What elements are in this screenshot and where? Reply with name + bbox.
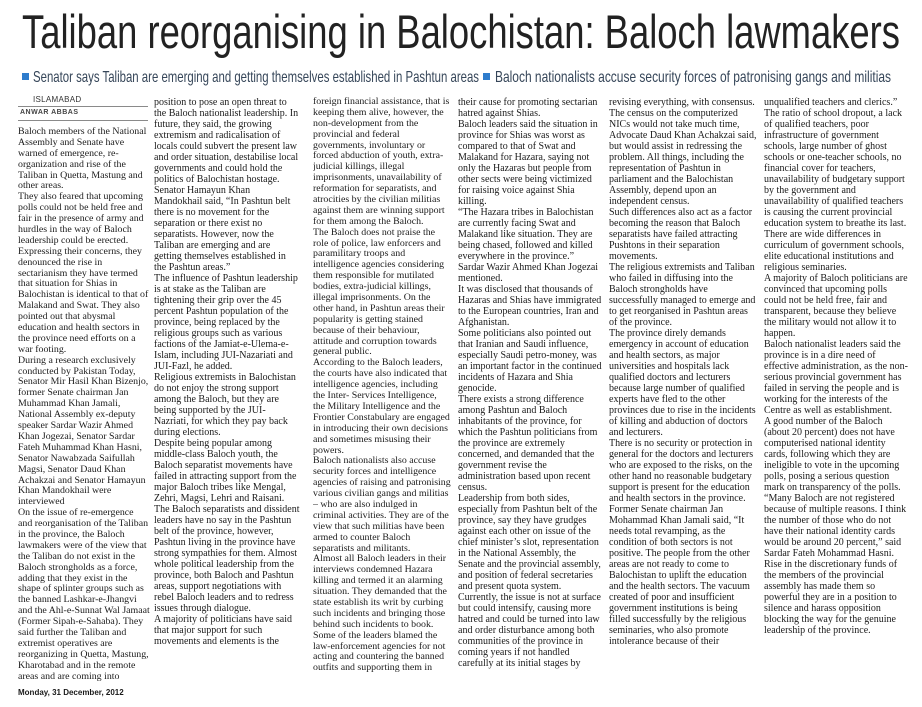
article-paragraph: Such differences also act as a factor becoming the reason that Baloch separatists have failed attracting Pushtons in their separation movements. xyxy=(609,207,753,262)
article-paragraph: The census on the computerized NICs would not take much time, Advocate Daud Khan Achakzai said, but would assist in redressing the problem. All things, including the representation of Pashtun in parliament and the Balochistan Assembly, depend upon an independent census. xyxy=(609,108,757,207)
article-column-1 xyxy=(18,127,150,682)
article-paragraph: foreign financial assistance, that is keeping them alive, however, the non-development from the provincial and federal governments, involuntary or forced abduction of youth, extra-judicial killings, illegal imprisonments, unavailability of reformation for separatists, and atrocities by the civilian militias against them are winning support for them among the Baloch. xyxy=(313,97,450,227)
article-paragraph: Former Senate chairman Jan Mohammad Khan Jamali said, “It needs total revamping, as the condition of both sectors is not positive. The people from the other areas are not ready to come to Balochistan to uplift the education and the health sectors. The vacuum created of poor and insufficient government institutions is being filled successfully by the religious seminaries, who also promote intolerance because of their xyxy=(609,504,750,647)
dateline: ISLAMABAD xyxy=(33,95,82,104)
square-bullet-icon xyxy=(22,73,29,80)
article-paragraph: Rise in the discretionary funds of the members of the provincial assembly has made them so powerful they are in a position to silence and harass opposition blocking the way for the genuine leadership of the province. xyxy=(764,559,898,636)
article-column-3 xyxy=(313,97,451,682)
subhead-2: Baloch nationalists accuse security forces of patronising gangs and militias xyxy=(495,69,891,86)
article-column-2 xyxy=(154,97,300,682)
article-paragraph: “The Hazara tribes in Balochistan are currently facing Swat and Malakand like situation. They are being chased, followed and killed everywhere in the province.” xyxy=(458,207,594,262)
article-paragraph: On the issue of re-emergence and reorganisation of the Taliban in the province, the Baloch lawmakers were of the view that the Taliban do not exist in the Baloch strongholds as a force, adding that they exist in the shape of splinter groups such as the banned Lashkar-e-Jhangvi and the Ahl-e-Sunnat Wal Jamaat (Former Sipah-e-Sahaba). They said further the Taliban and extremist operatives are reorganizing in Quetta, Mastung, Kharotabad and in the remote areas and are coming into xyxy=(18,507,150,682)
article-column-4 xyxy=(458,97,602,682)
article-paragraph: Almost all Baloch leaders in their interviews condemned Hazara killing and termed it an alarming situation. They demanded that the state establish its writ by curbing such incidents and bringing those behind such incidents to book. Some of the leaders blamed the law-enforcement agencies for not acting and countering the banned outfits and supporting them in xyxy=(313,553,447,674)
article-paragraph: It was disclosed that thousands of Hazaras and Shias have immigrated to the European countries, Iran and Afghanistan. xyxy=(458,284,602,328)
article-paragraph: There exists a strong difference among Pashtun and Baloch inhabitants of the province, for which the Pashtun politicians from the province are extremely concerned, and demanded that the government revise the administration based upon recent census. xyxy=(458,394,598,493)
article-paragraph: Baloch nationalists also accuse security forces and intelligence agencies of raising and patronising various civilian gangs and militias – who are also indulged in criminal activities. They are of the view that such militias have been armed to counter Baloch separatists and militants. xyxy=(313,455,451,554)
article-paragraph: Baloch nationalist leaders said the province is in a dire need of effective administration, as the non-serious provincial government has failed in serving the people and is working for the interests of the Centre as well as establishment. xyxy=(764,339,908,416)
article-paragraph: Sardar Wazir Ahmed Khan Jogezai mentioned. xyxy=(458,262,599,284)
headline xyxy=(20,4,904,60)
page-date: Monday, 31 December, 2012 xyxy=(18,688,124,697)
article-paragraph: The religious extremists and Taliban who failed in diffusing into the Baloch strongholds have successfully managed to emerge and to get reorganised in Pashtun areas of the province. xyxy=(609,262,756,328)
article-paragraph: their cause for promoting sectarian hatred against Shias. xyxy=(458,97,598,119)
article-paragraph: The Baloch does not praise the role of police, law enforcers and paramilitary troops and intelligence agencies considering them responsible for mutilated bodies, extra-judicial killings, illegal imprisonments. On the other hand, in Pashtun areas their popularity is getting stained because of their behaviour, attitude and corruption towards general public. xyxy=(313,226,445,358)
article-paragraph: Baloch members of the National Assembly and Senate have warned of emergence, re-organization and rise of the Taliban in Quetta, Mastung and other areas. xyxy=(18,127,147,192)
article-paragraph: revising everything, with consensus. xyxy=(609,97,755,108)
article-paragraph: The ratio of school dropout, a lack of qualified teachers, poor infrastructure of government schools, large number of ghost schools or one-teacher schools, no financial cover for teachers, unavailability of budgetary support by the government and unavailability of qualified teachers is causing the current provincial education system to breathe its last. xyxy=(764,108,907,229)
article-paragraph: Expressing their concerns, they denounced the rise in sectarianism they have termed that situation for Shias in Balochistan is identical to that of Malakand and Swat. They also pointed out that abysmal education and health sectors in the province need efforts on a war footing. xyxy=(18,245,149,355)
article-paragraph: Some politicians also pointed out that Iranian and Saudi influence, especially Saudi petro-money, was an important factor in the continued incidents of Hazara and Shia genocide. xyxy=(458,328,602,394)
article-column-5 xyxy=(609,97,757,682)
article-paragraph: A majority of Baloch politicians are convinced that upcoming polls could not be held free, fair and transparent, because they believe the military would not allow it to happen. xyxy=(764,273,908,339)
article-paragraph: Leadership from both sides, especially from Pashtun belt of the province, say they have grudges against each other on issue of the chief minister’s slot, representation in the National Assembly, the Senate and the provincial assembly, and position of federal secretaries and present quota system. xyxy=(458,493,601,592)
article-paragraph: A majority of politicians have said that major support for such movements and elements is the xyxy=(154,614,293,647)
subhead-1: Senator says Taliban are emerging and getting themselves established in Pashtun areas xyxy=(33,69,479,86)
article-column-6 xyxy=(764,97,908,682)
square-bullet-icon xyxy=(483,73,490,80)
article-paragraph: Currently, the issue is not at surface but could intensify, causing more hatred and could be turned into law and order disturbance among both communities of the province in coming years if not handled carefully at its initial stages by xyxy=(458,592,601,669)
article-paragraph: Religious extremists in Balochistan do not enjoy the strong support among the Baloch, but they are being supported by the JUI-Nazriati, for which they pay back during elections. xyxy=(154,372,296,438)
article-paragraph: They also feared that upcoming polls could not be held free and fair in the presence of army and hurdles in the way of Baloch leadership could be erected. xyxy=(18,191,144,246)
article-paragraph: The influence of Pashtun leadership is at stake as the Taliban are tightening their grip over the 45 percent Pashtun population of the province, being replaced by the religious groups such as various factions of the Jamiat-e-Ulema-e-Islam, including JUI-Nazariati and JUI-Fazl, he added. xyxy=(154,273,298,372)
article-paragraph: Senator Hamayun Khan Mandokhail said, “In Pashtun belt there is no movement for the separation or there exist no separatists. However, now the Taliban are emerging and are getting themselves established in the Pashtun areas.” xyxy=(154,185,291,273)
article-paragraph: “Many Baloch are not registered because of multiple reasons. I think the number of those who do not have their national identity cards would be around 20 percent,” said Sardar Fateh Mohammad Hasni. xyxy=(764,493,907,559)
subheadline xyxy=(0,62,922,88)
article-paragraph: The province direly demands emergency in account of education and health sectors, as major universities and hospitals lack qualified doctors and lecturers because large number of qualified experts have fled to the other provinces due to rise in the incidents of killing and abduction of doctors and lecturers. xyxy=(609,328,756,438)
article-paragraph: position to pose an open threat to the Baloch nationalist leadership. In future, they said, the growing extremism and radicalisation of locals could subvert the present law and order situation, destabilise local governments and could hold the politics of Balochistan hostage. xyxy=(154,97,299,185)
article-paragraph: There are wide differences in curriculum of government schools, elite educational institutions and religious seminaries. xyxy=(764,229,904,273)
byline-rule xyxy=(18,120,148,121)
byline: ANWAR ABBAS xyxy=(20,109,79,116)
dateline-rule xyxy=(18,106,148,107)
headline-text: Taliban reorganising in Balochistan: Baloch lawmakers xyxy=(22,5,900,58)
article-paragraph: Despite being popular among middle-class Baloch youth, the Baloch separatist movements have failed in attracting support from the major Baloch tribes like Mengal, Zehri, Magsi, Lehri and Raisani. The Baloch separatists and dissident leaders have no say in the Pashtun belt of the province, however, Pashtun living in the province have strong sympathies for them. Almost whole political leadership from the province, both Baloch and Pashtun areas, support negotiations with rebel Baloch leaders and to redress issues through dialogue. xyxy=(154,438,300,614)
article-paragraph: Baloch leaders said the situation in province for Shias was worst as compared to that of Swat and Malakand for Hazara, saying not only the Hazaras but people from other sects were being victimized for raising voice against Shia killing. xyxy=(458,119,598,207)
article-paragraph: A good number of the Baloch (about 20 percent) does not have computerised national identity cards, following which they are ineligible to vote in the upcoming polls, posing a serious question mark on transparency of the polls. xyxy=(764,416,901,493)
article-paragraph: During a research exclusively conducted by Pakistan Today, Senator Mir Hasil Khan Bizenjo, former Senate chairman Jan Muhammad Khan Jamali, National Assembly ex-deputy speaker Sardar Wazir Ahmed Khan Jogezai, Senator Sardar Fateh Muhammad Khan Hasni, Senator Nawabzada Saifullah Magsi, Senator Daud Khan Achakzai and Senator Hamayun Khan Mandokhail were interviewed xyxy=(18,354,149,508)
article-paragraph: unqualified teachers and clerics.” xyxy=(764,97,898,108)
article-paragraph: There is no security or protection in general for the doctors and lecturers who are exposed to the risks, on the other hand no reasonable budgetary support is present for the education and health sectors in the province. xyxy=(609,438,754,504)
article-paragraph: According to the Baloch leaders, the courts have also indicated that intelligence agencies, including the Inter- Services Intelligence, the Military Intelligence and the Frontier Constabulary are engaged in introducing their own decisions and sometimes misusing their powers. xyxy=(313,357,450,456)
